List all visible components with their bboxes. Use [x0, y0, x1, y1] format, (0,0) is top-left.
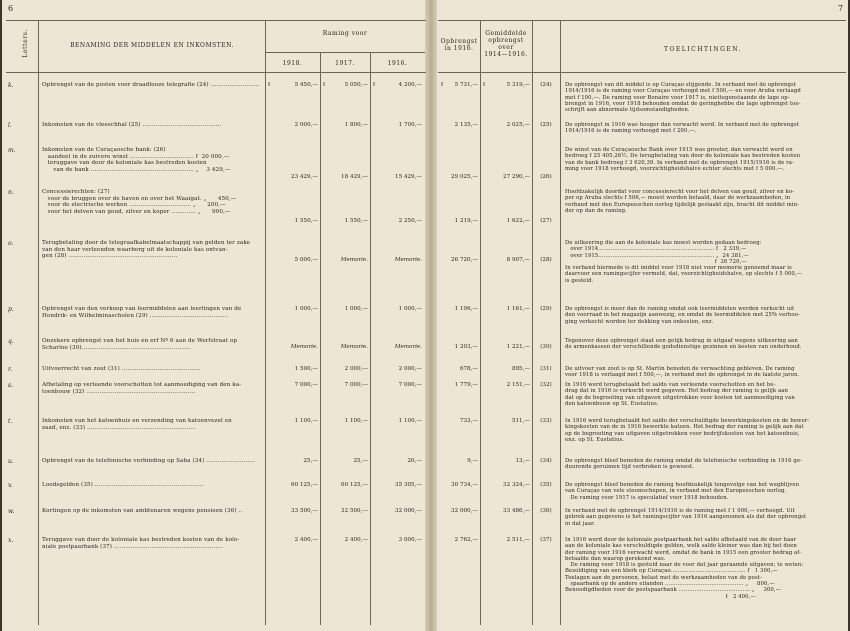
raming-1918-value: 2 000,—: [294, 122, 318, 128]
raming-1918-value: 33 500,—: [291, 508, 318, 514]
raming-1918-value: 60 125,—: [291, 482, 318, 488]
row-description: Inkomsten van de Curaçaosche bank: (26) aandeel in de zuivere winst .................................. f 20 000,— teruggave van door de koloniale kas bestreden kosten van de bank ....................................................... „ 3 429,—: [42, 147, 231, 173]
raming-1918-value: 25,—: [303, 458, 318, 464]
row-description: Opbrengst van den verkoop van leermiddelen aan leerlingen van de Hendrik- en Wilhelminascholen (29) ..........................................: [42, 306, 242, 319]
raming-1917-value: 1 800,—: [344, 122, 368, 128]
row-letter: x.: [8, 537, 14, 544]
raming-1916-value: 32 000,—: [395, 508, 422, 514]
opbrengst-1916-value: 1 779,—: [454, 382, 478, 388]
row-description: Uitvoerrecht van zout (31) ..........................................: [42, 366, 201, 372]
gemiddelde-value: 511,—: [511, 418, 530, 424]
header-1917: 1917.: [335, 60, 355, 67]
page-number-right: 7: [838, 4, 844, 13]
raming-1917-value: 2 000,—: [344, 366, 368, 372]
raming-1917-value: 1 550,—: [344, 218, 368, 224]
explanation-note: De opbrengst bleef beneden de raming omdat de telefonische verbinding in 1916 ge- duurende geruimen tijd verbroken is geweest.: [565, 458, 802, 471]
row-letter: p.: [8, 306, 14, 313]
gemiddelde-value: 895,—: [511, 366, 530, 372]
explanation-note: De opbrengst bleef beneden de raming hoofdzakelijk tengevolge van het wegblijven van Curaçao van vele stoomschepen, in verband met den Europeeschen oorlog. De raming voor 1917 is speculatief voor 1918 behouden.: [565, 482, 800, 501]
opbrengst-1916-value: 26 720,—: [451, 257, 478, 263]
raming-1916-value: 20,—: [407, 458, 422, 464]
currency-symbol: f: [373, 82, 376, 88]
raming-1916-value: 1 000,—: [398, 306, 422, 312]
raming-1918-value: 7 000,—: [294, 382, 318, 388]
row-letter: o.: [8, 240, 14, 247]
opbrengst-1916-value: 30 734,—: [451, 482, 478, 488]
row-description: Teruggave van door de koloniale kas bestreden kosten van de kolo- niale postpaarbank (37) ..........................................................: [42, 537, 240, 550]
raming-1917-value: 60 125,—: [341, 482, 368, 488]
explanation-note: In 1916 werd door de koloniale postpaarbank het saldo afbetaald van de door haar aan de koloniale kas verschuldigde gelden, welk saldo kleiner was dan bij het doen der raming voor 1916 verwacht werd, omdat de bank in 1915 een grooter bedrag af- betaalde dan waarop gerekend was. De raming voor 1918 is gesteld naar de voor dat jaar geraamde uitgaven; te weten: Bezoldiging van een klerk op Curaçao.......................................... f 1 300,— Toelagen aan de personen, belast met de werkzaamheden van de post- spaarbank op de andere eilanden ............................................ „ 800,— Benoodigdheden voor de postspaarbank ........................................ „ 300,— f 2 400,—: [565, 537, 804, 600]
header-benaming: BENAMING DER MIDDELEN EN INKOMSTEN.: [70, 42, 234, 49]
raming-1917-value: 7 000,—: [344, 382, 368, 388]
row-description: Terugbetaling door de telegraafkabelmaatschappij van gelden ter zake van den haar verleenden waarborg uit de koloniale kas ontvan- gen (28) ..........................................................: [42, 240, 251, 260]
explanation-note: De uitkeering die aan de koloniale kas moest worden gedaan bedroeg: over 1914................................................................. f 2 339,— over 1915................................................................. „ 24 381,— f 26 720,— In verband hiermede is dit middel voor 1918 niet voor memorie genoemd maar is daarvoor een ramingscijfer vermeld, dat, voorzichtigheidshalve, op slechts f 5 000,— is gesteld.: [565, 240, 803, 284]
header-gemiddelde: Gemiddelde opbrengst over 1914—1916.: [484, 30, 528, 58]
row-letter: v.: [8, 482, 13, 489]
row-letter: k.: [8, 82, 14, 89]
raming-1916-value: 3 000,—: [398, 537, 422, 543]
raming-1918-value: 1 550,—: [294, 218, 318, 224]
opbrengst-1916-value: 9,—: [467, 458, 478, 464]
gemiddelde-value: 27 290,—: [503, 174, 530, 180]
row-description: Opbrengst van de posten voor draadlooze telegrafie (24) ..........................: [42, 82, 260, 88]
gemiddelde-value: 32 324,—: [503, 482, 530, 488]
header-opbrengst: Opbrengst in 1916.: [440, 38, 478, 52]
raming-1917-value: 18 429,—: [341, 174, 368, 180]
opbrengst-1916-value: 32 000,—: [451, 508, 478, 514]
gemiddelde-value: 2 511,—: [506, 537, 530, 543]
opbrengst-1916-value: 5 731,—: [454, 82, 478, 88]
gemiddelde-value: 1 221,—: [506, 344, 530, 350]
opbrengst-1916-value: 1 203,—: [454, 344, 478, 350]
raming-1917-value: Memorie.: [340, 344, 368, 350]
book-spread: [2, 0, 848, 631]
currency-symbol: f: [323, 82, 326, 88]
row-letter: q.: [8, 338, 14, 345]
note-reference: (29): [540, 306, 552, 312]
gemiddelde-value: 8 907,—: [506, 257, 530, 263]
book-spine: [425, 0, 437, 631]
explanation-note: In 1916 werd terugbetaald het saldo der verschuldigde bewerkingskosten en de bewer- kingskosten van de in 1916 bewerkte katoen. Het bedrag der raming is gelijk aan dat op de begrooting van uitgaven uitgetrokken voor bedrijfskosten van het katoenhuis, enz. op St. Eustatius.: [565, 418, 810, 443]
row-letter: s.: [8, 382, 13, 389]
gemiddelde-value: 1 161,—: [506, 306, 530, 312]
explanation-note: De opbrengst in 1916 was hooger dan verwacht werd. In verband met de opbrengst 1914/1916 is de raming verhoogd met f 200,—.: [565, 122, 799, 135]
raming-1916-value: 1 100,—: [398, 418, 422, 424]
row-description: Loodsgelden (35) ..........................................................: [42, 482, 204, 488]
raming-1918-value: 1 100,—: [294, 418, 318, 424]
row-description: Afbetaling op verleende voorschotten tot aanmoediging van den ka- toenbouw (32) ..........................................................: [42, 382, 242, 395]
row-letter: r.: [8, 366, 13, 373]
opbrengst-1916-value: 1 196,—: [454, 306, 478, 312]
explanation-note: De winst van de Curaçaosche Bank over 1915 was grooter, dan verwacht werd en bedroeg f 25 405,26½. De terugbetaling van door de koloniale kas bestreden kosten van de bank bedroeg f 3 620,39. In verband met de opbrengst 1915/1916 is de ra- ming voor 1918 verhoogd, voorzichtigheidshalve echter slechts met f 5 000,—.: [565, 147, 801, 172]
gemiddelde-value: 1 622,—: [506, 218, 530, 224]
explanation-note: In verband met de opbrengst 1914/1916 is de raming met f 1 000,— verhoogd. Uit gebrek aan gegevens is het ramingscijfer van 1916 aangenomen als dat der opbrengst in dat jaar.: [565, 508, 807, 527]
note-reference: (25): [540, 122, 552, 128]
page-number-left: 6: [8, 4, 14, 13]
header-1916: 1916.: [387, 60, 408, 67]
opbrengst-1916-value: 2 135,—: [454, 122, 478, 128]
header-letters: Letters.: [21, 29, 29, 58]
row-description: Concessierechten: (27) voor de bruggen over de haven en over het Waaigat. „ 450,— voor de electrische werken ................................. „ 200,— voor het delven van goud, zilver en koper ............. „ 900,—: [42, 189, 237, 215]
opbrengst-1916-value: 733,—: [459, 418, 478, 424]
note-reference: (30): [540, 344, 552, 350]
row-letter: t.: [8, 418, 13, 425]
raming-1916-value: 15 429,—: [395, 174, 422, 180]
gemiddelde-value: 5 319,—: [506, 82, 530, 88]
row-description: Inkomsten van het katoenhuis en verzending van katoenvezel en zaad, enz. (33) ..........................................................: [42, 418, 232, 431]
note-reference: (36): [540, 508, 552, 514]
note-reference: (28): [540, 257, 552, 263]
raming-1917-value: 1 000,—: [344, 306, 368, 312]
note-reference: (37): [540, 537, 552, 543]
note-reference: (34): [540, 458, 552, 464]
raming-1917-value: 1 100,—: [344, 418, 368, 424]
gemiddelde-value: 2 151,—: [506, 382, 530, 388]
header-toelichtingen: TOELICHTINGEN.: [663, 46, 743, 53]
raming-1917-value: 25,—: [353, 458, 368, 464]
opbrengst-1916-value: 2 762,—: [454, 537, 478, 543]
explanation-note: De opbrengst van dit middel is op Curaçao stijgende. In verband met de opbrengst 1914/1916 is de raming voor Curaçao verhoogd met f 500,— en voor Aruba verlaagd met f 100,—. De raming voor Bonaire voor 1917 is, niettegenstaande de lage op- brengst in 1916, voor 1918 behouden omdat de geringhebbe die lage opbrengst toe- schrijft aan abnormale tijdsomstandigheden.: [565, 82, 801, 114]
gemiddelde-value: 2 025,—: [506, 122, 530, 128]
opbrengst-1916-value: 678,—: [459, 366, 478, 372]
header-1918: 1918.: [282, 60, 303, 67]
opbrengst-1916-value: 29 025,—: [451, 174, 478, 180]
raming-1918-value: 23 429,—: [291, 174, 318, 180]
row-description: Opbrengst van de telefonische verbinding op Saba (34) ..........................: [42, 458, 256, 464]
raming-1917-value: 32 500,—: [341, 508, 368, 514]
note-reference: (27): [540, 218, 552, 224]
row-description: Inkomsten van de vleeschhal (25) ..........................................: [42, 122, 222, 128]
explanation-note: De uitvoer van zout is op St. Martin beneden de verwachting gebleven. De raming voor 1918 is verlaagd met f 500,—, in verband met de opbrengst in de laatste jaren.: [565, 366, 800, 379]
raming-1916-value: Memorie.: [394, 344, 422, 350]
raming-1917-value: 5 050,—: [344, 82, 368, 88]
currency-symbol: f: [441, 82, 444, 88]
gemiddelde-value: 33 486,—: [503, 508, 530, 514]
raming-1918-value: 5 450,—: [294, 82, 318, 88]
currency-symbol: f: [483, 82, 486, 88]
raming-1918-value: 1 000,—: [294, 306, 318, 312]
raming-1916-value: 4 200,—: [398, 82, 422, 88]
row-description: Kortingen op de inkomsten van ambtenaren wegens pensioen (36) ..: [42, 508, 243, 514]
row-letter: w.: [8, 508, 15, 515]
note-reference: (26): [540, 174, 552, 180]
explanation-note: Hoofdzakelijk doordat voor concessierecht voor het delven van goud, zilver en ko- per op Aruba slechts f 506,— moest worden betaald, daar de werkzaamheden, in verband met den Europeeschen oorlog tijdelijk gestaakt zijn, bracht dit middel min- der op dan de raming.: [565, 189, 800, 214]
raming-1918-value: 1 500,—: [294, 366, 318, 372]
row-letter: n.: [8, 189, 14, 196]
raming-1918-value: Memorie.: [290, 344, 318, 350]
note-reference: (24): [540, 82, 552, 88]
raming-1918-value: 2 400,—: [294, 537, 318, 543]
raming-1916-value: 7 000,—: [398, 382, 422, 388]
note-reference: (35): [540, 482, 552, 488]
header-raming: Raming voor: [322, 30, 368, 37]
explanation-note: Tegenover deze opbrengst staat een gelijk bedrag in uitgaaf wegens uitkeering aan de armenkassen der verschillende godsdienstige gezinnen en kosten van onderhoud.: [565, 338, 802, 351]
raming-1916-value: 1 700,—: [398, 122, 422, 128]
note-reference: (31): [540, 366, 552, 372]
explanation-note: In 1916 werd terugbetaald het saldo van verleende voorschotten en het be- drag dat in 1916 is verkocht werd gegeven. Het bedrag der raming is gelijk aan dat op de begrooting van uitgaven uitgetrokken voor kosten tot aanmoediging van den katoenbouw op St. Eustatius.: [565, 382, 795, 407]
row-letter: m.: [8, 147, 16, 154]
note-reference: (33): [540, 418, 552, 424]
currency-symbol: f: [268, 82, 271, 88]
row-letter: l.: [8, 122, 12, 129]
note-reference: (32): [540, 382, 552, 388]
raming-1918-value: 5 000,—: [294, 257, 318, 263]
gemiddelde-value: 13,—: [515, 458, 530, 464]
raming-1916-value: 2 250,—: [398, 218, 422, 224]
row-letter: u.: [8, 458, 14, 465]
opbrengst-1916-value: 1 219,—: [454, 218, 478, 224]
raming-1916-value: 2 000,—: [398, 366, 422, 372]
row-description: Onzekere opbrengst van het huis en erf Nº 6 aan de Werfstraat op Scharloo (30)..........................................................: [42, 338, 238, 351]
raming-1916-value: Memorie.: [394, 257, 422, 263]
raming-1917-value: Memorie.: [340, 257, 368, 263]
raming-1916-value: 35 305,—: [395, 482, 422, 488]
raming-1917-value: 2 400,—: [344, 537, 368, 543]
explanation-note: De opbrengst is meer dan de raming omdat ook leermiddelen werden verkocht uit den voorraad in het magazijn aanwezig, en omdat de leermiddelen met 25% verhoo- ging verkocht worden ter dekking van onkosten, enz.: [565, 306, 800, 325]
